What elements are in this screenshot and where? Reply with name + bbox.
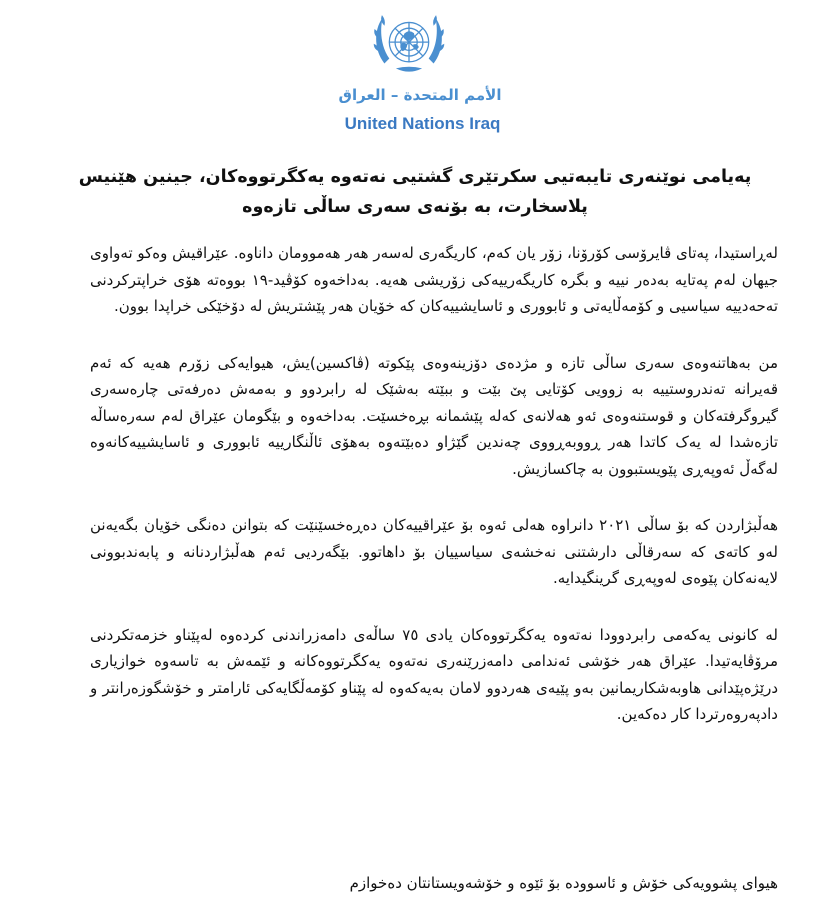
arabic-org-name: الأمم المتحدة – العراق [338,86,502,104]
paragraph: لە کانونی یەکەمی رابردوودا نەتەوە یەکگرتووەکان یادی ٧٥ ساڵەی دامەزراندنی کردەوە لەپێناو خزمەتکردنی مرۆڤایەتیدا. عێراق هەر خۆشی ئەندامی دامەزرێنەری نەتەوە یەکگرتووەکانە و ئێمەش بە تاسەوە خوازیاری درێژەپێدانی هاوبەشکاریمانین بەو پێیەی هەردوو لامان بەیەکەوە لە پێناو کۆمەڵگایەکی ئارامتر و خۆشگوزەرانتر و دادپەروەرتردا کار دەکەین. [90,625,778,723]
message-body [90,240,778,758]
paragraph: هەڵبژاردن کە بۆ ساڵی ٢٠٢١ دانراوە هەلی ئەوە بۆ عێراقییەکان دەڕەخسێنێت کە بتوانن دەنگی خۆیان بگەیەنن لەو کاتەی کە سەرقاڵی دارشتنی نەخشەی سیاسییان بۆ داهاتوو. بێگەردیی ئەم هەڵبژاردنانە و پابەندبوونی لایەنەکان پێوەی لەوپەڕی گرینگیدایە. [90,516,778,587]
english-org-name: United Nations Iraq [344,114,501,133]
un-emblem-icon [368,6,450,84]
letterhead [0,0,819,150]
document-title: پەیامی نوێنەری تایبەتیی سکرتێری گشتیی نەتەوە یەکگرتووەکان، جینین هێنیس پلاسخارت، بە بۆنەی سەری ساڵی تازەوە [78,167,752,217]
paragraph: من بەهاتنەوەی سەری ساڵی تازە و مژدەی دۆزینەوەی پێکوتە (ڤاکسین)یش، هیوایەکی زۆرم هەیە کە ئەم قەیرانە تەندروستییە بە زوویی کۆتایی پێ بێت و ببێتە بەشێک لە رابردوو و بەمەش دەرفەتی چارەسەری گیروگرفتەکان و قوستنەوەی ئەو هەلانەی کەلە پێشمانە بڕەخسێت. بەداخەوە و بێگومان عێراق لەم سەرەساڵە تازەشدا لە یەک کاتدا هەر ڕووبەڕووی چەندین گێژاو دەبێتەوە بەهۆی ئاڵنگارییە ئابووری و ئاسایشییەکانەوە لەگەڵ ئەوپەڕی پێویستبوون بە چاکسازیش. [90,353,778,478]
closing-line: هیوای پشوویەکی خۆش و ئاسوودە بۆ ئێوە و خۆشەویستانتان دەخوازم [349,874,778,892]
paragraph: لەڕاستیدا، پەتای ڤایرۆسی کۆرۆنا، زۆر یان کەم، کاریگەری لەسەر هەر هەموومان داناوە. عێراقیش وەکو تەواوی جیهان لەم پەتایە بەدەر نییە و بگرە کاریگەرییەکی زۆریشی هەیە. بەداخەوە کۆڤید-١٩ بووەتە هۆی خراپترکردنی تەحەدییە سیاسیی و کۆمەڵایەتی و ئابووری و ئاسایشییەکان کە خۆیان هەر پێشتریش لە دۆخێکی خراپدا بوون. [90,244,778,315]
